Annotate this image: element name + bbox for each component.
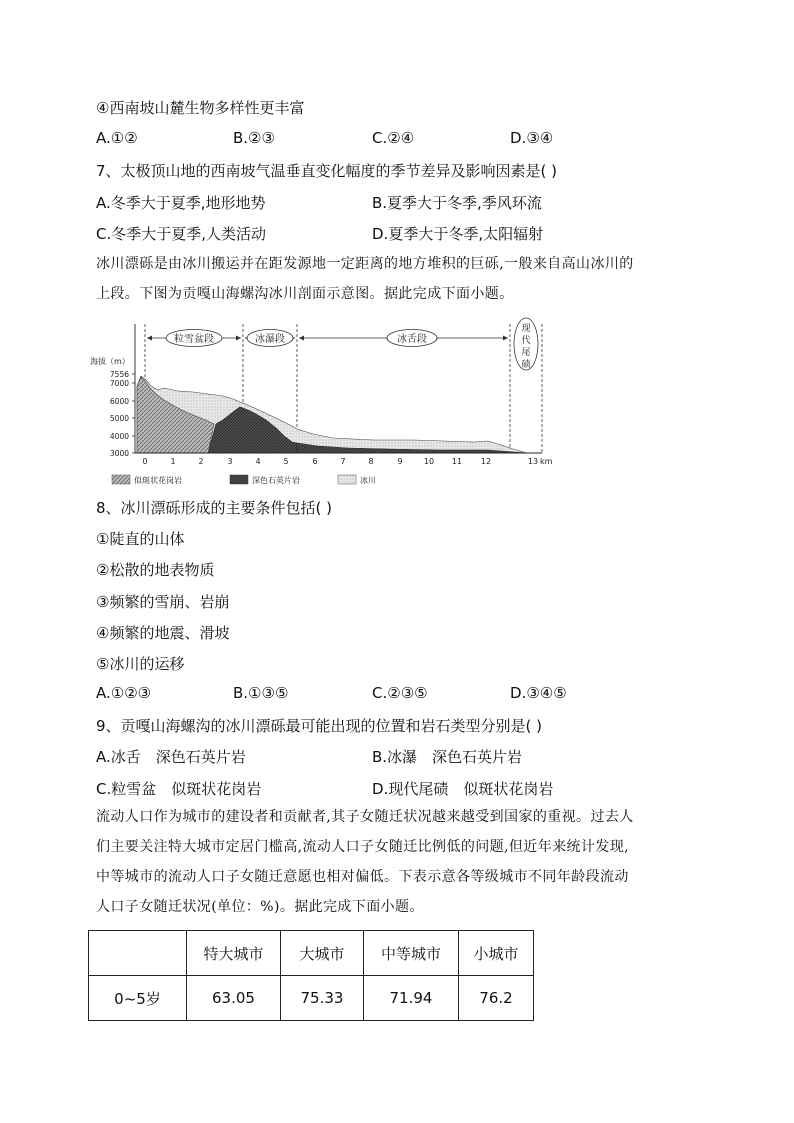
table-header-corner bbox=[89, 931, 187, 976]
table-row bbox=[89, 976, 534, 1021]
ytick-7000: 7000 bbox=[109, 379, 129, 388]
q8-statement-1: ①陡直的山体 bbox=[96, 530, 185, 548]
segment-label-ice-tongue: 冰舌段 bbox=[397, 334, 427, 345]
xtick-0: 0 bbox=[142, 457, 148, 466]
q6-option-a: A.①② bbox=[96, 129, 138, 147]
xtick-9: 9 bbox=[397, 457, 403, 466]
moraine-char-1: 现 bbox=[521, 324, 531, 334]
y-axis-label: 海拔（m） bbox=[90, 357, 130, 366]
q8-statement-4: ④频繁的地震、滑坡 bbox=[96, 624, 230, 642]
migration-table bbox=[88, 930, 534, 1021]
q6-option-d: D.③④ bbox=[510, 129, 554, 147]
q8-statement-2: ②松散的地表物质 bbox=[96, 561, 215, 579]
xtick-1: 1 bbox=[170, 457, 176, 466]
table-header-small-city: 小城市 bbox=[459, 931, 534, 976]
q7-option-d: D.夏季大于冬季,太阳辐射 bbox=[372, 225, 544, 243]
intro1-line2: 上段。下图为贡嘎山海螺沟冰川剖面示意图。据此完成下面小题。 bbox=[96, 286, 514, 302]
q9-stem: 9、贡嘎山海螺沟的冰川漂砾最可能出现的位置和岩石类型分别是( ) bbox=[96, 717, 543, 735]
q8-stem: 8、冰川漂砾形成的主要条件包括( ) bbox=[96, 499, 333, 517]
q6-statement-4: ④西南坡山麓生物多样性更丰富 bbox=[96, 99, 305, 117]
q8-option-a: A.①②③ bbox=[96, 684, 152, 702]
legend-swatch-schist bbox=[230, 475, 248, 484]
intro2-line3: 中等城市的流动人口子女随迁意愿也相对偏低。下表示意各等级城市不同年龄段流动 bbox=[96, 869, 629, 885]
xtick-11: 11 bbox=[451, 457, 463, 466]
glacier-profile-figure bbox=[88, 316, 568, 488]
table-cell-age: 0~5岁 bbox=[89, 976, 187, 1021]
legend-ice: 冰川 bbox=[360, 476, 376, 485]
table-header-medium-city: 中等城市 bbox=[364, 931, 459, 976]
xtick-3: 3 bbox=[227, 457, 233, 466]
q7-stem: 7、太极顶山地的西南坡气温垂直变化幅度的季节差异及影响因素是( ) bbox=[96, 162, 558, 180]
table-cell-megacity: 63.05 bbox=[187, 976, 281, 1021]
xtick-10: 10 bbox=[423, 457, 435, 466]
intro2-line1: 流动人口作为城市的建设者和贡献者,其子女随迁状况越来越受到国家的重视。过去人 bbox=[96, 809, 634, 825]
moraine-char-3: 尾 bbox=[521, 348, 531, 358]
xtick-2: 2 bbox=[198, 457, 204, 466]
x-unit: km bbox=[540, 457, 553, 466]
intro2-line2: 们主要关注特大城市定居门槛高,流动人口子女随迁比例低的问题,但近年来统计发现, bbox=[96, 839, 629, 855]
legend-swatch-ice bbox=[338, 475, 356, 484]
legend-granite: 似斑状花岗岩 bbox=[134, 476, 182, 485]
table-cell-large-city: 75.33 bbox=[281, 976, 364, 1021]
segment-label-icefall: 冰瀑段 bbox=[255, 334, 285, 345]
ytick-7556: 7556 bbox=[109, 370, 129, 379]
q7-option-c: C.冬季大于夏季,人类活动 bbox=[96, 225, 267, 243]
q8-option-b: B.①③⑤ bbox=[233, 684, 289, 702]
ytick-6000: 6000 bbox=[109, 397, 129, 406]
moraine-char-2: 代 bbox=[521, 336, 531, 346]
ytick-4000: 4000 bbox=[109, 432, 129, 441]
segment-label-neve-basin: 粒雪盆段 bbox=[174, 334, 214, 345]
q6-option-c: C.②④ bbox=[372, 129, 415, 147]
moraine-char-4: 碛 bbox=[521, 360, 531, 370]
q9-option-a: A.冰舌 深色石英片岩 bbox=[96, 748, 246, 766]
table-cell-medium-city: 71.94 bbox=[364, 976, 459, 1021]
ytick-5000: 5000 bbox=[109, 414, 129, 423]
xtick-12: 12 bbox=[480, 457, 492, 466]
table-header-megacity: 特大城市 bbox=[187, 931, 281, 976]
legend-schist: 深色石英片岩 bbox=[252, 476, 300, 485]
xtick-6: 6 bbox=[312, 457, 318, 466]
legend-swatch-granite bbox=[112, 475, 130, 484]
xtick-8: 8 bbox=[368, 457, 374, 466]
table-cell-small-city: 76.2 bbox=[459, 976, 534, 1021]
q8-statement-3: ③频繁的雪崩、岩崩 bbox=[96, 593, 230, 611]
xtick-4: 4 bbox=[255, 457, 261, 466]
intro1-line1: 冰川漂砾是由冰川搬运并在距发源地一定距离的地方堆积的巨砾,一般来自高山冰川的 bbox=[96, 256, 634, 272]
q7-option-a: A.冬季大于夏季,地形地势 bbox=[96, 194, 266, 212]
q7-option-b: B.夏季大于冬季,季风环流 bbox=[372, 194, 542, 212]
q8-option-c: C.②③⑤ bbox=[372, 684, 428, 702]
intro-migrant-children bbox=[96, 802, 706, 922]
xtick-5: 5 bbox=[283, 457, 289, 466]
intro-glacier-boulder bbox=[96, 249, 706, 309]
xtick-13: 13 bbox=[527, 457, 539, 466]
q9-option-c: C.粒雪盆 似斑状花岗岩 bbox=[96, 780, 262, 798]
q6-option-b: B.②③ bbox=[233, 129, 275, 147]
table-header-row bbox=[89, 931, 534, 976]
q9-option-b: B.冰瀑 深色石英片岩 bbox=[372, 748, 523, 766]
q8-option-d: D.③④⑤ bbox=[510, 684, 567, 702]
ytick-3000: 3000 bbox=[109, 449, 129, 458]
table-header-large-city: 大城市 bbox=[281, 931, 364, 976]
xtick-7: 7 bbox=[340, 457, 346, 466]
q8-statement-5: ⑤冰川的运移 bbox=[96, 655, 185, 673]
intro2-line4: 人口子女随迁状况(单位：%)。据此完成下面小题。 bbox=[96, 899, 424, 915]
q9-option-d: D.现代尾碛 似斑状花岗岩 bbox=[372, 780, 554, 798]
